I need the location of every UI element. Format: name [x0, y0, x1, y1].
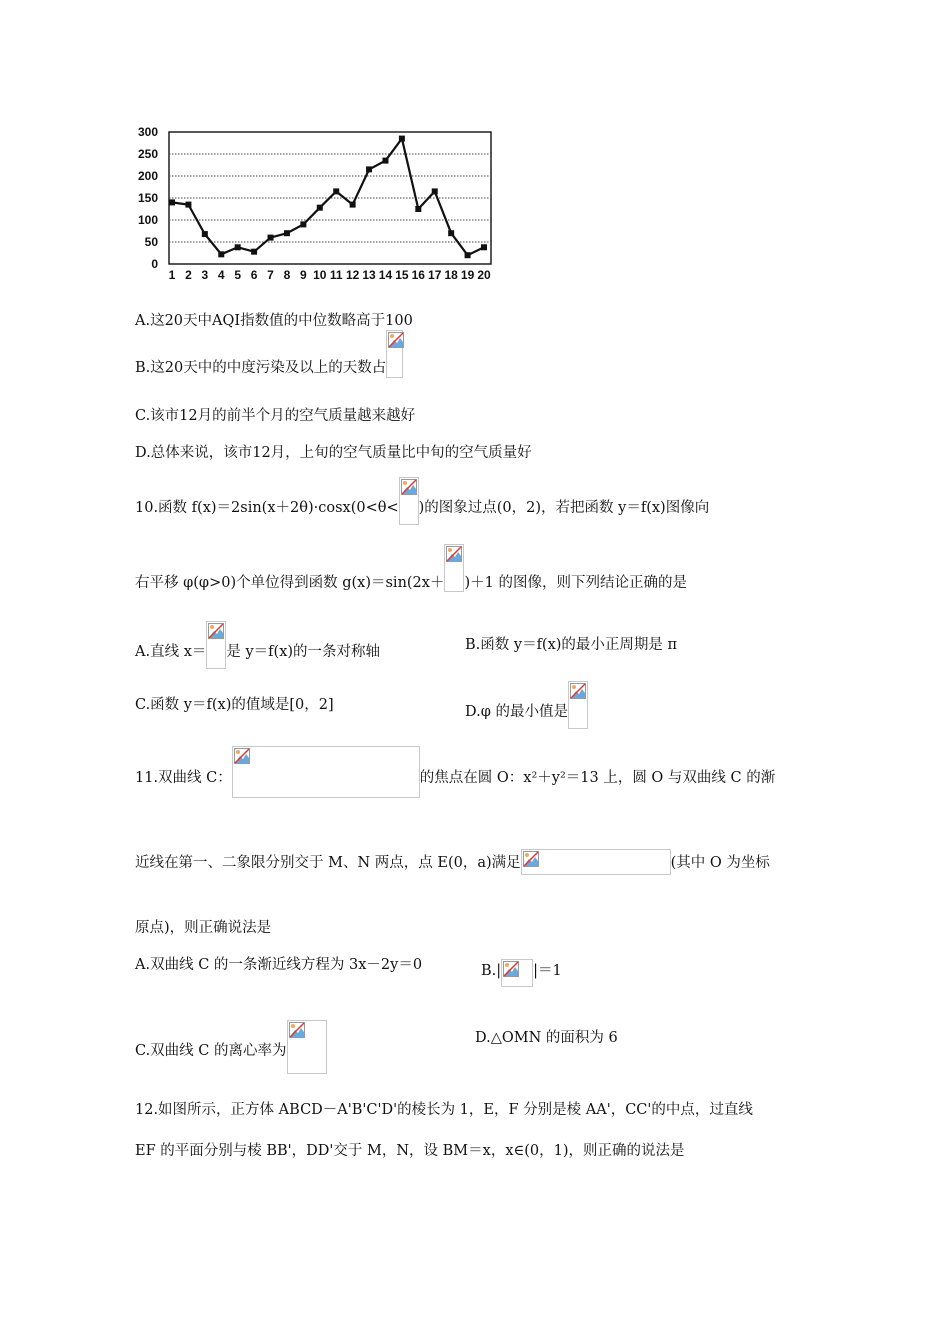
q11-stem-line1-b: 的焦点在圆 O：x²＋y²＝13 上，圆 O 与双曲线 C 的渐: [419, 770, 776, 786]
q11-option-b-pre: B.|: [481, 963, 502, 979]
q12-stem-line1: 12.如图所示，正方体 ABCD－A'B'C'D'的棱长为 1，E，F 分别是棱 AA'，CC'的中点，过直线: [135, 1102, 753, 1118]
q9-option-a: A.这20天中AQI指数值的中位数略高于100: [135, 313, 413, 329]
x-tick-label: 7: [267, 268, 274, 282]
y-tick-label: 100: [137, 213, 158, 227]
x-tick-label: 20: [477, 268, 491, 282]
y-tick-label: 200: [137, 169, 158, 183]
aqi-series-line: [172, 139, 484, 256]
q11-option-b-post: |＝1: [533, 963, 562, 979]
x-tick-label: 2: [185, 268, 192, 282]
data-point: [465, 252, 471, 258]
data-point: [399, 136, 405, 142]
q10-option-a-pre: A.直线 x＝: [135, 644, 207, 660]
q10-stem-line1-b: )的图象过点(0，2)，若把函数 y＝f(x)图像向: [418, 500, 710, 516]
aqi-line-chart: [136, 125, 496, 285]
data-point: [300, 221, 306, 227]
y-tick-label: 250: [137, 147, 158, 161]
data-point: [235, 244, 241, 250]
data-point: [432, 188, 438, 194]
broken-image-icon: [501, 959, 533, 987]
chart-y-tick-labels: [138, 125, 158, 271]
broken-image-icon: [521, 849, 671, 875]
chart-x-tick-labels: [169, 268, 491, 282]
q12-stem-line2: EF 的平面分别与棱 BB'，DD'交于 M，N，设 BM＝x，x∈(0，1)，则正确的说法是: [135, 1143, 685, 1159]
y-tick-label: 150: [137, 191, 158, 205]
q11-option-c: [135, 1028, 327, 1074]
data-point: [251, 249, 257, 255]
x-tick-label: 1: [168, 268, 176, 282]
broken-image-icon: [399, 477, 419, 525]
q10-option-d-text: D.φ 的最小值是: [465, 704, 568, 720]
data-point: [415, 206, 421, 212]
x-tick-label: 18: [444, 268, 458, 282]
broken-image-icon: [232, 746, 420, 798]
q9-option-b-text: B.这20天中的中度污染及以上的天数占: [135, 360, 387, 376]
x-tick-label: 13: [362, 268, 376, 282]
data-point: [333, 188, 339, 194]
x-tick-label: 4: [217, 268, 225, 282]
broken-image-icon: [568, 681, 588, 729]
q11-option-d: D.△OMN 的面积为 6: [475, 1030, 618, 1046]
data-point: [185, 202, 191, 208]
x-tick-label: 12: [345, 268, 360, 282]
q11-stem-line2: [135, 851, 770, 875]
q11-stem-line2-b: (其中 O 为坐标: [670, 855, 770, 871]
y-tick-label: 300: [137, 125, 158, 139]
x-tick-label: 16: [411, 268, 425, 282]
data-point: [169, 199, 175, 205]
q10-stem-line2-a: 右平移 φ(φ>0)个单位得到函数 g(x)＝sin(2x＋: [135, 575, 445, 591]
q10-stem-line1: [135, 491, 709, 525]
q11-stem-line2-a: 近线在第一、二象限分别交于 M、N 两点，点 E(0，a)满足: [135, 855, 521, 871]
q10-option-c: C.函数 y＝f(x)的值域是[0，2]: [135, 697, 334, 713]
q9-option-c: C.该市12月的前半个月的空气质量越来越好: [135, 408, 416, 424]
q11-option-a: A.双曲线 C 的一条渐近线方程为 3x－2y＝0: [135, 957, 423, 973]
q11-option-c-text: C.双曲线 C 的离心率为: [135, 1043, 287, 1059]
data-point: [218, 251, 224, 257]
x-tick-label: 11: [329, 268, 343, 282]
x-tick-label: 15: [395, 268, 409, 282]
broken-image-icon: [287, 1020, 327, 1074]
q10-option-b: B.函数 y＝f(x)的最小正周期是 π: [465, 637, 678, 653]
q10-stem-line1-a: 10.函数 f(x)＝2sin(x＋2θ)·cosx(0<θ<: [135, 500, 399, 516]
q11-option-b: [481, 955, 562, 987]
broken-image-icon: [444, 544, 464, 592]
x-tick-label: 10: [313, 268, 327, 282]
x-tick-label: 5: [234, 268, 242, 282]
q10-option-d: [465, 695, 588, 729]
data-point: [268, 235, 274, 241]
data-point: [448, 230, 454, 236]
broken-image-icon: [206, 621, 226, 669]
data-point: [284, 230, 290, 236]
y-tick-label: 0: [151, 257, 158, 271]
y-tick-label: 50: [144, 235, 158, 249]
data-point: [317, 205, 323, 211]
q11-stem-line3: 原点)，则正确说法是: [135, 920, 272, 936]
data-point: [350, 202, 356, 208]
q10-option-a: [135, 635, 380, 669]
x-tick-label: 17: [428, 268, 442, 282]
q10-option-a-post: 是 y＝f(x)的一条对称轴: [226, 644, 381, 660]
x-tick-label: 8: [283, 268, 291, 282]
x-tick-label: 14: [378, 268, 393, 282]
data-point: [382, 158, 388, 164]
q10-stem-line2: [135, 573, 687, 593]
data-point: [481, 244, 487, 250]
x-tick-label: 19: [460, 268, 475, 282]
x-tick-label: 3: [201, 268, 209, 282]
data-point: [366, 166, 372, 172]
x-tick-label: 9: [300, 268, 307, 282]
q10-stem-line2-b: )＋1 的图像，则下列结论正确的是: [464, 575, 687, 591]
q9-option-d: D.总体来说，该市12月，上旬的空气质量比中旬的空气质量好: [135, 445, 532, 461]
q11-stem-line1-a: 11.双曲线 C：: [135, 770, 232, 786]
x-tick-label: 6: [250, 268, 258, 282]
data-point: [202, 231, 208, 237]
broken-image-icon: [386, 330, 403, 378]
q9-option-b: [135, 358, 403, 378]
q11-stem-line1: [135, 758, 775, 798]
